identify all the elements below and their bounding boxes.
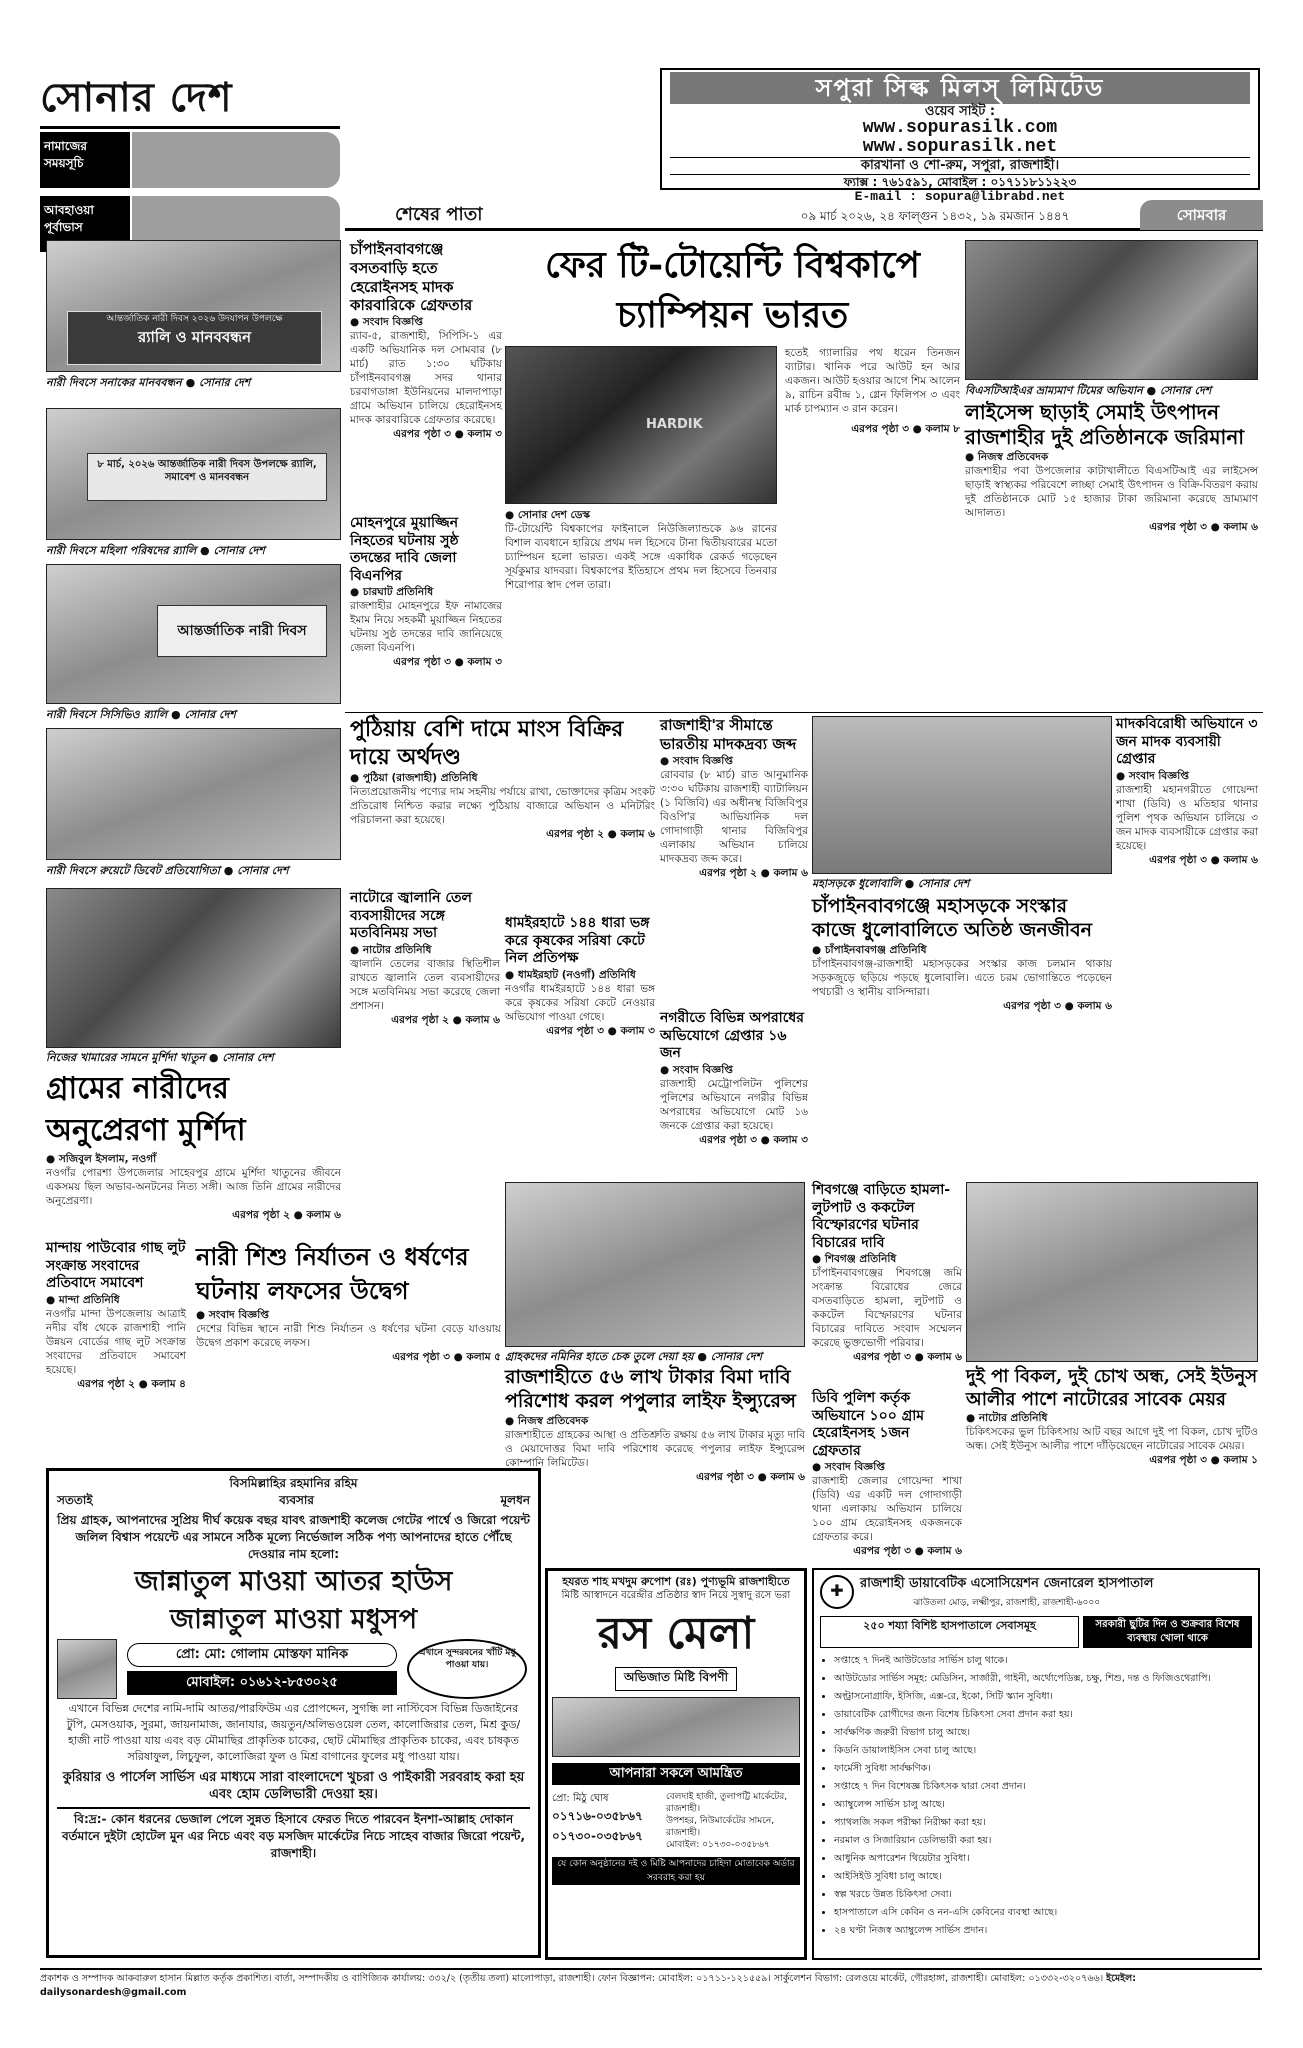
photo-caption: গ্রাহকদের নমিনির হাতে চেক তুলে দেয়া হয় ● সোনার দেশ bbox=[505, 1350, 763, 1363]
ad-ros-footer: যে কোন অনুষ্ঠানের দই ও মিষ্টি আপনাদের চাহিদা মোতাবেক অর্ডার সরবরাহ করা হয় bbox=[552, 1857, 800, 1885]
article-byline: ● সংবাদ বিজ্ঞপ্তি bbox=[660, 754, 733, 767]
article-headline-2: রাজশাহীর দুই প্রতিষ্ঠানকে জরিমানা bbox=[965, 425, 1245, 449]
article-continue: এরপর পৃষ্ঠা ৩ ● কলাম ৬ bbox=[696, 1470, 805, 1483]
article-byline: ● নিজস্ব প্রতিবেদক bbox=[965, 451, 1049, 463]
prayer-times-label: নামাজের সময়সূচি bbox=[40, 132, 130, 188]
article-headline: মোহনপুরে মুয়াজ্জিন নিহতের ঘটনায় সুষ্ঠ তদন্তের দাবি জেলা বিএনপির bbox=[350, 515, 459, 584]
lead-continue: এরপর পৃষ্ঠা ৩ ● কলাম ৮ bbox=[851, 423, 960, 435]
lead-photo-celebration bbox=[505, 346, 777, 504]
article-byline: ● ধামইরহাট (নওগাঁ) প্রতিনিধি bbox=[505, 968, 636, 981]
article-byline: ● সোনার দেশ ডেস্ক bbox=[505, 509, 590, 521]
lead-headline-1: ফের টি-টোয়েন্টি বিশ্বকাপে bbox=[544, 244, 920, 286]
article-continue: এরপর পৃষ্ঠা ৩ ● কলাম ১ bbox=[1149, 1454, 1258, 1466]
article-headline: রাজশাহী'র সীমান্তে ভারতীয় মাদকদ্রব্য জব্দ bbox=[660, 716, 797, 753]
lead-headline-2: চ্যাম্পিয়ন ভারত bbox=[616, 294, 849, 336]
service-item: • অল্ট্রাসনোগ্রাফি, ইসিজি, এক্স-রে, ইকো, সিটি স্ক্যান সুবিধা। bbox=[834, 1688, 1252, 1706]
ad-ros-addr2: উপশহর, নিউমার্কেটের সামনে, রাজশাহী। bbox=[666, 1816, 775, 1838]
article-body: নওগাঁর মান্দা উপজেলায় আত্রাই নদীর বাঁধ থেকে রাজশাহী পানি উন্নয়ন বোর্ডের গাছ লুট সংক্রান্ত সংবাদের প্রতিবাদে সমাবেশ হয়েছে। bbox=[46, 1307, 186, 1376]
article-women bbox=[196, 1240, 501, 1460]
sopura-email[interactable]: E-mail : sopura@librabd.net bbox=[854, 189, 1066, 204]
ad-ros-invite: আপনারা সকলে আমন্ত্রিত bbox=[552, 1763, 800, 1785]
ad-intro: প্রিয় গ্রাহক, আপনাদের সুপ্রিয় দীর্ঘ কয়েক বছর যাবৎ রাজশাহী কলেজ গেটের পার্শ্বে ও জিরো পয়েন্ট জলিল বিশ্বাস পয়েন্টে এর সামনে সঠিক মূল্যে নির্ভেজাল সঠিক পণ্য আপনাদের হাতে পৌঁছে দেওয়ার নাম হলো: bbox=[57, 1513, 530, 1561]
article-byline: ● সংবাদ বিজ্ঞপ্তি bbox=[350, 316, 423, 328]
article-continue: এরপর পৃষ্ঠা ২ ● কলাম ৬ bbox=[699, 866, 808, 879]
photo-ruet-debate bbox=[46, 728, 341, 860]
photo-bsti-raid bbox=[965, 240, 1258, 380]
ad-ros-addr3: মোবাইল: ০১৭৩০-০৩৫৮৬৭ bbox=[666, 1840, 770, 1850]
ad-jannatul-mawa bbox=[46, 1468, 541, 1958]
banner-text-2: র‌্যালি ও মানববন্ধন bbox=[137, 328, 252, 346]
service-item: • আউটডোর সার্ভিস সমূহ: মেডিসিন, সার্জারী, গাইনী, অর্থোপেডিক্স, চক্ষু, শিশু, দন্ত ও ফিজিওথেরাপি। bbox=[834, 1670, 1252, 1688]
banner-text: আন্তর্জাতিক নারী দিবস bbox=[177, 623, 307, 639]
photo-caption: নিজের খামারের সামনে মুর্শিদা খাতুন ● সোনার দেশ bbox=[46, 1051, 274, 1064]
article-continue: এরপর পৃষ্ঠা ৩ ● কলাম ৬ bbox=[1149, 853, 1258, 866]
ad-ros-phone2: ০১৭৩০-০৩৫৮৬৭ bbox=[552, 1829, 643, 1843]
service-item: • ২৪ ঘণ্টা নিজস্ব অ্যাম্বুলেন্স সার্ভিস প্রদান। bbox=[834, 1922, 1252, 1940]
ad-bismillah: বিসমিল্লাহির রহমানির রহিম bbox=[229, 1476, 358, 1490]
prayer-times-box bbox=[132, 132, 340, 188]
service-item: • সার্বক্ষণিক জরুরী বিভাগ চালু আছে। bbox=[834, 1724, 1252, 1742]
article-headline: শিবগঞ্জে বাড়িতে হামলা-লুটপাট ও ককটেল বিস্ফোরণের ঘটনার বিচারের দাবি bbox=[812, 1182, 951, 1251]
article-headline: দুই পা বিকল, দুই চোখ অন্ধ, সেই ইউনুস আলীর পাশে নাটোরের সাবেক মেয়র bbox=[966, 1366, 1258, 1410]
article-byline: ● পুঠিয়া (রাজশাহী) প্রতিনিধি bbox=[350, 772, 478, 784]
photo-murshida-farm bbox=[46, 888, 341, 1048]
hospital-holiday: সরকারী ছুটির দিন ও শুক্রবার বিশেষ ব্যবস্থায় খোলা থাকে bbox=[1083, 1616, 1252, 1648]
date-line: ০৯ মার্চ ২০২৬, ২৪ ফাল্গুন ১৪৩২, ১৯ রমজান ১৪৪৭ bbox=[800, 209, 1070, 223]
ad-ros-addr1: বেলদাই হাজী, তুলাপট্টি মার্কেটের, রাজশাহী। bbox=[666, 1792, 788, 1814]
service-item: • সপ্তাহে ৭ দিনই আউটডোর সার্ভিস চালু থাকে। bbox=[834, 1652, 1252, 1670]
article-body: র‌্যাব-৫, রাজশাহী, সিপিসি-১ এর একটি অভিযানিক দল সোমবার (৮ মার্চ) রাত ১:৩০ ঘটিকায় চাঁপাইনবাবগঞ্জ সদর থানার চরবাগডাঙ্গা ইউনিয়নের মালদাপাড়া গ্রামে অভিযান চালিয়ে হেরোইনসহ মাদক কারবারিকে গ্রেফতার করেছে। bbox=[350, 330, 502, 426]
ad-courier: কুরিয়ার ও পার্সেল সার্ভিস এর মাধ্যমে সারা বাংলাদেশে খুচরা ও পাইকারী সরবরাহ করা হয় এবং হোম ডেলিভারী দেওয়া হয়। bbox=[62, 1770, 525, 1802]
article-headline: গ্রামের নারীদের অনুপ্রেরণা মুর্শিদা bbox=[46, 1071, 246, 1148]
article-continue: এরপর পৃষ্ঠা ২ ● কলাম ৪ bbox=[77, 1377, 186, 1390]
article-powder bbox=[46, 1240, 186, 1460]
photo-sonak bbox=[46, 240, 341, 372]
article-byline: ● সংবাদ বিজ্ঞপ্তি bbox=[812, 1461, 885, 1473]
article-headline: চাঁপাইনবাবগঞ্জে মহাসড়কে সংস্কার কাজে ধুলোবালিতে অতিষ্ঠ জনজীবন bbox=[812, 895, 1093, 941]
article-drug bbox=[1116, 716, 1258, 1176]
newspaper-title: সোনার দেশ bbox=[40, 70, 340, 129]
article-continue: এরপর পৃষ্ঠা ৩ ● কলাম ৩ bbox=[393, 428, 502, 440]
ad-ros-name: রস মেলা bbox=[597, 1608, 755, 1659]
photo-caption: বিএসটিআইএর ভ্রাম্যমাণ টিমের অভিযান ● সোনার দেশ bbox=[965, 384, 1212, 397]
service-item: • ডায়াবেটিক রোগীদের জন্য বিশেষ চিকিৎসা সেবা প্রদান করা হয়। bbox=[834, 1706, 1252, 1724]
sopura-contact: ফ্যাক্স : ৭৬১৫৯১, মোবাইল : ০১৭১১৮১১২২৩ bbox=[843, 175, 1077, 189]
sopura-web-label: ওয়েব সাইট : bbox=[924, 104, 996, 119]
article-byline: ● শিবগঞ্জ প্রতিনিধি bbox=[812, 1253, 897, 1265]
top-ad-sopura bbox=[660, 68, 1260, 204]
jersey-name: HARDIK bbox=[646, 417, 703, 432]
sopura-address: কারখানা ও শো-রুম, সপুরা, রাজশাহী। bbox=[670, 157, 1250, 175]
ad-ros-sub: মিষ্টি আস্বাদনে বরেন্দ্রীর প্রতিষ্ঠার স্বাদ নিয়ে সুস্বাদু রসে ভরা bbox=[561, 1590, 791, 1601]
hospital-services-title: ২৫০ শয্যা বিশিষ্ট হাসপাতালে সেবাসমূহ bbox=[820, 1616, 1079, 1648]
article-mohanpur bbox=[350, 515, 502, 705]
article-headline: ডিবি পুলিশ কর্তৃক অভিযানে ১০০ গ্রাম হেরোইনসহ ১জন গ্রেফতার bbox=[812, 1390, 925, 1459]
article-headline: নারী শিশু নির্যাতন ও ধর্ষণের ঘটনায় লফসের উদ্বেগ bbox=[196, 1242, 469, 1305]
service-item: • প্যাথলজি সকল পরীক্ষা নিরীক্ষা করা হয়। bbox=[834, 1814, 1252, 1832]
sweets-image bbox=[552, 1697, 800, 1757]
article-continue: এরপর পৃষ্ঠা ৩ ● কলাম ৫ bbox=[392, 1351, 501, 1363]
article-body: রাজশাহী মহানগরীতে গোয়েন্দা শাখা (ডিবি) ও মতিহার থানার পুলিশ পৃথক অভিযান চালিয়ে ৩ জন মাদক ব্যবসায়ীকে গ্রেপ্তার করা হয়েছে। bbox=[1116, 783, 1258, 852]
article-body: নওগাঁর ধামইরহাটে ১৪৪ ধারা ভঙ্গ করে কৃষকের সরিষা কেটে নেওয়ার অভিযোগ পাওয়া গেছে। bbox=[505, 982, 655, 1023]
article-continue: এরপর পৃষ্ঠা ৩ ● কলাম ৬ bbox=[853, 1351, 962, 1363]
article-idris bbox=[966, 1366, 1258, 1562]
article-dhamoirhat bbox=[505, 915, 655, 1180]
article-continue: এরপর পৃষ্ঠা ২ ● কলাম ৬ bbox=[391, 1013, 500, 1026]
article-body: নওগাঁর পোরশা উপজেলার সাহেবপুর গ্রামে মুর্শিদা খাতুনের জীবনে একসময় ছিল অভাব-অনটনের নিত্য সঙ্গী। আজ তিনি গ্রামের নারীদের অনুপ্রেরণা। bbox=[46, 1167, 341, 1207]
article-continue: এরপর পৃষ্ঠা ৩ ● কলাম ৬ bbox=[1149, 521, 1258, 533]
lead-body-a: টি-টোয়েন্টি বিশ্বকাপের ফাইনালে নিউজিল্যান্ডকে ৯৬ রানের বিশাল ব্যবধানে হারিয়ে প্রথম দল হিসেবে টানা দ্বিতীয়বারের মতো চ্যাম্পিয়ন হলো ভারত। একই সঙ্গে একাধিক রেকর্ড গড়েছেন সূর্যকুমার যাদবরা। বিশ্বকাপের ইতিহাসে প্রথম দল হিসেবে তিনবার শিরোপার স্বাদ পেল তারা। bbox=[505, 523, 777, 591]
service-item: • হাসপাতালে এসি কেবিন ও নন-এসি কেবিনের ব্যবস্থা আছে। bbox=[834, 1904, 1252, 1922]
photo-caption: নারী দিবসে সনাকের মানববন্ধন ● সোনার দেশ bbox=[46, 376, 251, 389]
article-byline: ● চারঘাট প্রতিনিধি bbox=[350, 586, 434, 598]
article-arrest16 bbox=[660, 1010, 808, 1180]
article-border bbox=[660, 716, 808, 1006]
section-bar bbox=[345, 196, 1263, 232]
article-body: দেশের বিভিন্ন স্থানে নারী শিশু নির্যাতন ও ধর্ষণের ঘটনা বেড়ে যাওয়ায় উদ্বেগ প্রকাশ করেছে লফস। bbox=[196, 1323, 501, 1349]
article-continue: এরপর পৃষ্ঠা ৩ ● কলাম ৬ bbox=[1003, 999, 1112, 1012]
article-db-police bbox=[812, 1390, 962, 1562]
article-continue: এরপর পৃষ্ঠা ৩ ● কলাম ৩ bbox=[699, 1133, 808, 1146]
article-byline: ● নাটোর প্রতিনিধি bbox=[350, 943, 432, 956]
article-byline: ● সংবাদ বিজ্ঞপ্তি bbox=[196, 1309, 269, 1321]
photo-insurance-cheque bbox=[505, 1182, 805, 1347]
article-continue: এরপর পৃষ্ঠা ৩ ● কলাম ৩ bbox=[393, 656, 502, 668]
ad-ros-tag: অভিজাত মিষ্টি বিপণী bbox=[615, 1667, 737, 1691]
article-natore-oil bbox=[350, 890, 500, 1180]
photo-former-mayor bbox=[966, 1182, 1258, 1362]
article-byline: ● মান্দা প্রতিনিধি bbox=[46, 1293, 120, 1306]
lead-body-b: হতেই গ্যালারির পথ ধরেন তিনজন ব্যাটার। খানিক পরে আউট হন আর একজন। আউট হওয়ার আগে শিম আলেন ৯, রাচিন রবীন্দ্র ১, গ্লেন ফিলিপস ৩ এবং মার্ক চাপম্যান ৩ রান করেন। bbox=[785, 347, 960, 415]
article-continue: এরপর পৃষ্ঠা ২ ● কলাম ৬ bbox=[232, 1209, 341, 1221]
article-headline: লাইসেন্স ছাড়াই সেমাই উৎপাদন bbox=[965, 400, 1220, 424]
photo-dusty-highway bbox=[812, 716, 1112, 874]
article-byline: ● চাঁপাইনবাবগঞ্জ প্রতিনিধি bbox=[812, 943, 927, 956]
section-label: শেষের পাতা bbox=[395, 204, 483, 225]
article-byline: ● নাটোর প্রতিনিধি bbox=[966, 1412, 1048, 1424]
hospital-address: ঝাউতলা মোড়, লক্ষ্মীপুর, রাজশাহী, রাজশাহী-৬০০০ bbox=[913, 1598, 1101, 1608]
article-insurance bbox=[505, 1366, 805, 1561]
service-item: • সপ্তাহে ৭ দিন বিশেষজ্ঞ চিকিৎসক দ্বারা সেবা প্রদান। bbox=[834, 1778, 1252, 1796]
article-byline: ● সংবাদ বিজ্ঞপ্তি bbox=[660, 1063, 733, 1076]
article-heroin bbox=[350, 240, 502, 512]
article-headline: নাটোরে জ্বালানি তেল ব্যবসায়ীদের সঙ্গে মতবিনিময় সভা bbox=[350, 890, 472, 941]
article-byline: ● সজিবুল ইসলাম, নওগাঁ bbox=[46, 1153, 157, 1165]
ad-mobile: মোবাইল: ০১৬১২-৮৫৩০২৫ bbox=[127, 1671, 397, 1695]
service-item: • অ্যাম্বুলেন্স সার্ভিস চালু আছে। bbox=[834, 1796, 1252, 1814]
service-item: • ফার্মেসী সুবিধা সার্বক্ষণিক। bbox=[834, 1760, 1252, 1778]
article-body: রাজশাহীতে গ্রাহকের আস্থা ও প্রতিশ্রুতি রক্ষায় ৫৬ লাখ টাকার মৃত্যু দাবি ও মেয়াদোত্তর বিমা দাবি পরিশোধ করেছে পপুলার লাইফ ইন্স্যুরেন্স কোম্পানি লিমিটেড। bbox=[505, 1428, 805, 1469]
ad-tag-left: সততাই bbox=[57, 1493, 93, 1507]
sopura-web2[interactable]: www.sopurasilk.net bbox=[862, 137, 1058, 157]
photo-caption: নারী দিবসে রুয়েটে ডিবেট প্রতিযোগিতা ● সোনার দেশ bbox=[46, 864, 289, 877]
article-byline: ● নিজস্ব প্রতিবেদক bbox=[505, 1414, 589, 1427]
article-body: রাজশাহী মেট্রোপলিটন পুলিশের পুলিশের অভিযানে নগরীর বিভিন্ন অপরাধের অভিযোগে মোট ১৬ জনকে গ্রেপ্তার করা হয়েছে। bbox=[660, 1077, 808, 1132]
imprint-email[interactable]: ইমেইল: dailysonardesh@gmail.com bbox=[40, 1973, 1136, 1998]
article-body: রাজশাহী জেলার গোয়েন্দা শাখা (ডিবি) এর একটি দল গোদাগাড়ী থানা এলাকায় অভিযান চালিয়ে ১০০ গ্রাম হেরোইনসহ একজনকে গ্রেফতার করে। bbox=[812, 1475, 962, 1543]
article-continue: এরপর পৃষ্ঠা ২ ● কলাম ৬ bbox=[546, 828, 655, 840]
hospital-services-list bbox=[820, 1652, 1252, 1940]
article-body: চিকিৎসকের ভুল চিকিৎসায় আট বছর আগে দুই পা বিকল, চোখ দুটিও অন্ধ। সেই ইউনুস আলীর পাশে দাঁড়িয়েছেন নাটোরের সাবেক মেয়র। bbox=[966, 1426, 1258, 1452]
photo-caption: নারী দিবসে মহিলা পরিষদের র‌্যালি ● সোনার দেশ bbox=[46, 544, 265, 557]
honey-badge: এখানে সুন্দরবনের খাঁটি মধু পাওয়া যায়। bbox=[407, 1639, 527, 1699]
article-continue: এরপর পৃষ্ঠা ৩ ● কলাম ৬ bbox=[853, 1545, 962, 1557]
article-shibganj bbox=[812, 1182, 962, 1387]
article-byline: ● সংবাদ বিজ্ঞপ্তি bbox=[1116, 769, 1189, 782]
ad-ros-top: হযরত শাহ মখদুম রুপোশ (রঃ) পুণ্যভূমি রাজশাহীতে bbox=[562, 1575, 790, 1588]
imprint-text: প্রকাশক ও সম্পাদক আকবারুল হাসান মিল্লাত কর্তৃক প্রকাশিত। বার্তা, সম্পাদকীয় ও বাণিজ্যিক কার্যালয়: ৩৩২/২ (তৃতীয় তলা) মালোপাড়া, রাজশাহী। ফোন বিজ্ঞাপন: মোবাইল: ০১৭১১-১২১৫৫৯। সার্কুলেশন বিভাগ: রেলওয়ে মার্কেট, গৌরহাঙ্গা, রাজশাহী। মোবাইল: ০১৩৩২-৩২০৭৬৬। bbox=[40, 1973, 1104, 1984]
ad-name-2: জান্নাতুল মাওয়া মধুসপ bbox=[169, 1604, 418, 1635]
weather-label: আবহাওয়া পূর্বাভাস bbox=[40, 196, 130, 252]
article-body: রোববার (৮ মার্চ) রাত আনুমানিক ৩:৩০ ঘটিকায় রাজশাহী ব্যাটালিয়ন (১ বিজিবি) এর অধীনস্থ বিজিবিপুর বিওপি'র আভিযানিক দল গোদাগাড়ী থানার বিজিবিপুর এলাকায় অভিযান চালিয়ে মাদকদ্রব্য জব্দ করে। bbox=[660, 768, 808, 865]
article-headline: পুঠিয়ায় বেশি দামে মাংস বিক্রির দায়ে অর্থদণ্ড bbox=[350, 716, 624, 770]
article-license bbox=[965, 400, 1258, 710]
banner-text: আন্তর্জাতিক নারী দিবস ২০২৬ উদযাপন উপলক্ষে bbox=[106, 314, 283, 324]
article-headline: মাদকবিরোধী অভিযানে ৩ জন মাদক ব্যবসায়ী গ্রেপ্তার bbox=[1116, 716, 1258, 767]
article-body: রাজশাহীর মোহনপুরে ইফ নামাজের ইমাম নিয়ে সহকর্মী মুয়াজ্জিন নিহতের ঘটনায় সুষ্ঠ তদন্তের দাবি জানিয়েছে জেলা বিএনপি। bbox=[350, 600, 502, 654]
article-headline: চাঁপাইনবাবগঞ্জে বসতবাড়ি হতে হেরোইনসহ মাদক কারবারিকে গ্রেফতার bbox=[350, 240, 473, 315]
ad-diabetic-hospital bbox=[812, 1568, 1260, 1960]
service-item: • নরমাল ও সিজারিয়ান ডেলিভারী করা হয়। bbox=[834, 1832, 1252, 1850]
imprint-footer bbox=[40, 1972, 1262, 2002]
ad-proprietor: প্রো: মো: গোলাম মোস্তফা মানিক bbox=[127, 1643, 397, 1667]
ad-description: এখানে বিভিন্ন দেশের নামি-দামি আতর/পারফিউম এর প্রোপদ্দেন, সুগন্ধি লা নাস্টিবেস বিভিন্ন ডিজাইনের টুপি, মেসওয়াক, সুরমা, জায়নামাজ, জানাযার, জয়তুন/অলিভওয়েল তেল, কালোজিরার তেল, মিশ্র কুড/হাজী নাট পাওয়া যায় এবং বড় মৌমাছির প্রাকৃতিক চাকের, ছোট মৌমাছির প্রাকৃতিক চাকের, এবং চাষকৃত সরিষাফুল, লিচুফুল, কালোজিরা ফুল ও মিশ্র বাগানের ফুলের মধু পাওয়া যায়। bbox=[66, 1702, 521, 1763]
photo-mohila-parishad bbox=[46, 408, 341, 540]
article-continue: এরপর পৃষ্ঠা ৩ ● কলাম ৩ bbox=[546, 1024, 655, 1037]
hospital-name: রাজশাহী ডায়াবেটিক এসোসিয়েশন জেনারেল হাসপাতাল bbox=[860, 1576, 1154, 1591]
article-body: জ্বালানি তেলের বাজার স্থিতিশীল রাখতে জ্বালানি তেল ব্যবসায়ীদের সঙ্গে মতবিনিময় সভা করেছে জেলা প্রশাসন। bbox=[350, 957, 500, 1012]
ad-note: বি:দ্র:- কোন ধরনের ভেজাল পেলে সুন্নত হিসাবে ফেরত দিতে পারবেন ইনশা-আল্লাহ দোকান বর্তমানে দুইটা হোটেল মুন এর নিচে এবং বড় মসজিদ মার্কেটের নিচে সাহেব বাজার জিরো পয়েন্ট, রাজশাহী। bbox=[57, 1807, 530, 1862]
article-murshida bbox=[46, 1068, 341, 1238]
ad-ros-phone1: ০১৭১৬-০৩৫৮৬৭ bbox=[552, 1809, 643, 1823]
service-item: • আধুনিক অপারেশন থিয়েটার সুবিধা। bbox=[834, 1850, 1252, 1868]
article-body: চাঁপাইনবাবগঞ্জের শিবগঞ্জে জমি সংক্রান্ত বিরোধের জেরে বসতবাড়িতে হামলা, লুটপাট ও ককটেল বিস্ফোরণের ঘটনার বিচারের দাবিতে সংবাদ সম্মেলন করেছে ভুক্তভোগী পরিবার। bbox=[812, 1267, 962, 1349]
service-item: • স্বল্প খরচে উন্নত চিকিৎসা সেবা। bbox=[834, 1886, 1252, 1904]
article-meat bbox=[350, 716, 655, 886]
photo-caption: নারী দিবসে সিসিভিও র‌্যালি ● সোনার দেশ bbox=[46, 708, 236, 721]
article-body: নিত্যপ্রয়োজনীয় পণ্যের দাম সহনীয় পর্যায়ে রাখা, ভোক্তাদের কৃত্রিম সংকট প্রতিরোধ নিশ্চিত করার লক্ষ্যে পুঠিয়ায় বাজারে অভিযান ও মনিটরিং পরিচালনা করা হয়েছে। bbox=[350, 786, 655, 826]
photo-caption: মহাসড়কে ধুলোবালি ● সোনার দেশ bbox=[812, 877, 970, 890]
attar-bottles-image bbox=[57, 1639, 117, 1699]
article-headline: ধামইরহাটে ১৪৪ ধারা ভঙ্গ করে কৃষকের সরিষা কেটে নিল প্রতিপক্ষ bbox=[505, 915, 650, 966]
service-item: • আইসিইউ সুবিধা চালু আছে। bbox=[834, 1868, 1252, 1886]
ad-tag-right: মূলধন bbox=[500, 1493, 530, 1507]
day-badge: সোমবার bbox=[1140, 200, 1263, 230]
sopura-name: সপুরা সিল্ক মিলস্ লিমিটেড bbox=[670, 72, 1250, 104]
ad-ros-mela bbox=[545, 1568, 807, 1960]
hospital-logo-icon: ✚ bbox=[820, 1575, 854, 1609]
article-headline: মান্দায় পাউবোর গাছ লুট সংক্রান্ত সংবাদের প্রতিবাদে সমাবেশ bbox=[46, 1240, 186, 1291]
sopura-web1[interactable]: www.sopurasilk.com bbox=[862, 118, 1058, 138]
photo-ccvo bbox=[46, 564, 341, 704]
lead-story bbox=[505, 240, 960, 710]
ad-ros-prop: প্রো: মিঠু ঘোষ bbox=[552, 1793, 609, 1804]
ad-name-1: জান্নাতুল মাওয়া আতর হাউস bbox=[134, 1566, 453, 1597]
article-headline: রাজশাহীতে ৫৬ লাখ টাকার বিমা দাবি পরিশোধ করল পপুলার লাইফ ইন্স্যুরেন্স bbox=[505, 1366, 796, 1412]
article-body: রাজশাহীর পবা উপজেলার কাটাখালীতে বিএসটিআই এর লাইসেন্স ছাড়াই স্বাস্থ্যকর পরিবেশে লাচ্ছা সেমাই উৎপাদন ও বিক্রি-বিতরণ করায় দুই প্রতিষ্ঠানকে মোট ১৫ হাজার টাকা জরিমানা করেছে ভ্রাম্যমাণ আদালত। bbox=[965, 465, 1258, 519]
article-headline: নগরীতে বিভিন্ন অপরাধের অভিযোগে গ্রেপ্তার ১৬ জন bbox=[660, 1010, 804, 1061]
ad-tag-mid: ব্যবসার bbox=[279, 1493, 315, 1507]
service-item: • কিডনি ডায়ালাইসিস সেবা চালু আছে। bbox=[834, 1742, 1252, 1760]
article-body: চাঁপাইনবাবগঞ্জ-রাজশাহী মহাসড়কের সংস্কার কাজ চলমান থাকায় সড়কজুড়ে ছড়িয়ে পড়ছে ধুলোবালি। এতে চরম ভোগান্তিতে পড়েছেন পথচারী ও স্থানীয় বাসিন্দারা। bbox=[812, 957, 1112, 998]
banner-text: ৮ মার্চ, ২০২৬ আন্তর্জাতিক নারী দিবস উপলক্ষে র‌্যালি, সমাবেশ ও মানববন্ধন bbox=[97, 459, 317, 483]
article-dust bbox=[812, 895, 1112, 1180]
